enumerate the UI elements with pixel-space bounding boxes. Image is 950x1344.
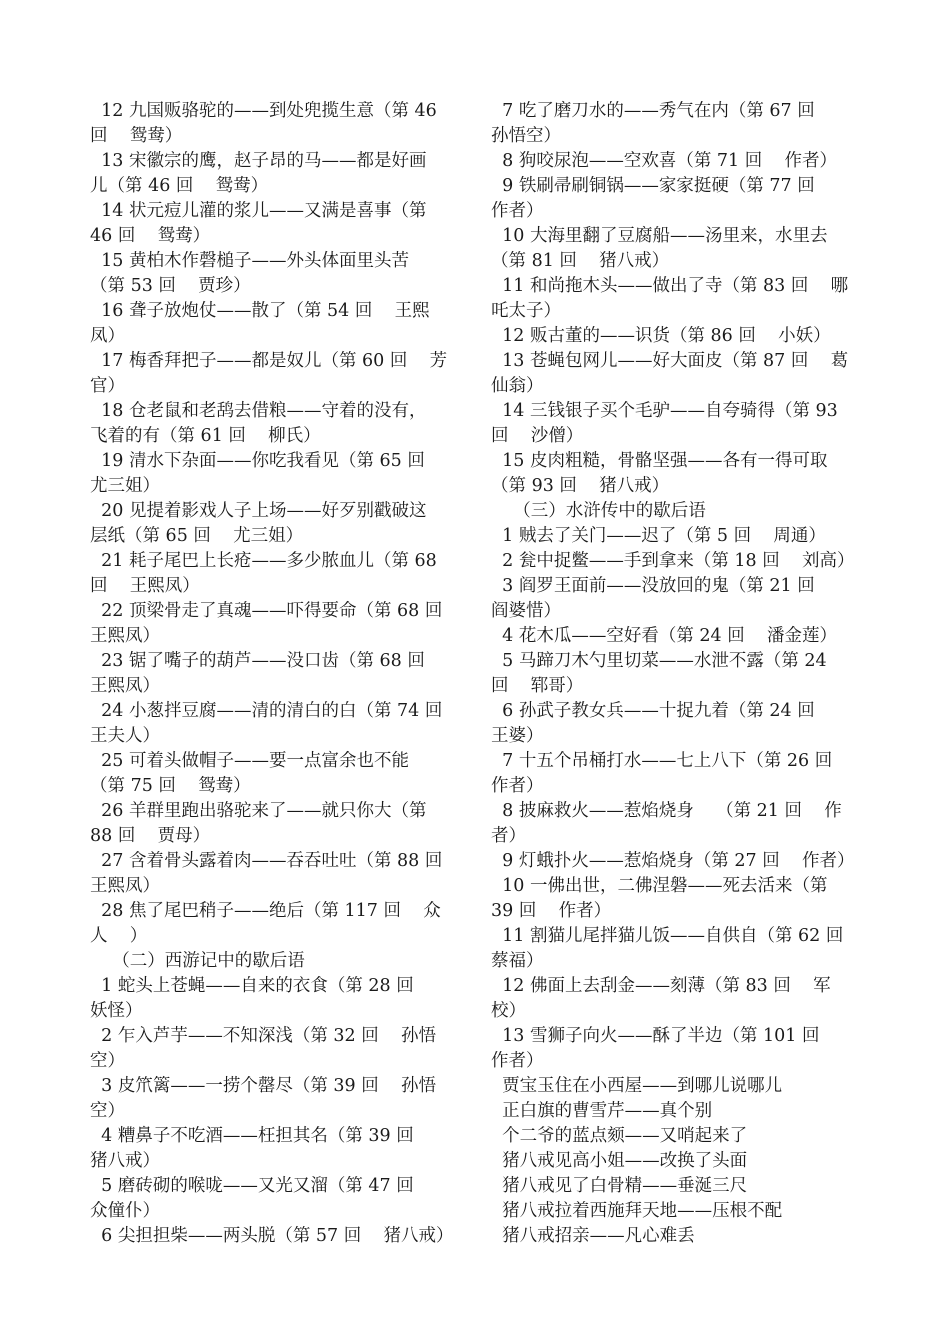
text-line: 12 佛面上去刮金——刻薄（第 83 回 军 bbox=[491, 976, 831, 996]
text-line: 13 雪狮子向火——酥了半边（第 101 回 bbox=[491, 1026, 820, 1046]
text-line: 22 顶梁骨走了真魂——吓得要命（第 68 回 bbox=[90, 601, 443, 621]
text-line: 7 十五个吊桶打水——七上八下（第 26 回 bbox=[491, 751, 833, 771]
text-line: 妖怪） bbox=[90, 1001, 143, 1021]
text-line: 王婆） bbox=[491, 726, 544, 746]
text-line: 空） bbox=[90, 1101, 125, 1121]
text-line: （第 53 回 贾珍） bbox=[90, 276, 251, 296]
text-line: 11 割猫儿尾拌猫儿饭——自供自（第 62 回 bbox=[491, 926, 844, 946]
text-line: 飞着的有（第 61 回 柳氏） bbox=[90, 426, 321, 446]
text-line: 46 回 鸳鸯） bbox=[90, 226, 211, 246]
text-line: 17 梅香拜把子——都是奴儿（第 60 回 芳 bbox=[90, 351, 448, 371]
text-line: 王熙凤） bbox=[90, 876, 160, 896]
text-line: 回 郓哥） bbox=[491, 676, 584, 696]
text-line: 层纸（第 65 回 尤三姐） bbox=[90, 526, 304, 546]
text-line: 10 一佛出世，二佛涅磐——死去活来（第 bbox=[491, 876, 828, 896]
text-line: 25 可着头做帽子——要一点富余也不能 bbox=[90, 751, 409, 771]
text-line: 15 皮肉粗糙，骨骼坚强——各有一得可取 bbox=[491, 451, 828, 471]
text-line: 15 黄柏木作磬槌子——外头体面里头苦 bbox=[90, 251, 409, 271]
left-column bbox=[90, 99, 462, 1249]
text-line: 2 瓮中捉鳖——手到拿来（第 18 回 刘高） bbox=[491, 551, 855, 571]
text-line: 5 马蹄刀木勺里切菜——水泄不露（第 24 bbox=[491, 651, 827, 671]
text-line: 猪八戒招亲——凡心难丢 bbox=[491, 1226, 695, 1246]
text-line: 13 宋徽宗的鹰，赵子昂的马——都是好画 bbox=[90, 151, 427, 171]
text-line: 猪八戒见高小姐——改换了头面 bbox=[491, 1151, 748, 1171]
text-line: 孙悟空） bbox=[491, 126, 561, 146]
text-line: 27 含着骨头露着肉——吞吞吐吐（第 88 回 bbox=[90, 851, 443, 871]
text-line: 8 披麻救火——惹焰烧身 （第 21 回 作 bbox=[491, 801, 842, 821]
text-line: 14 三钱银子买个毛驴——自夸骑得（第 93 bbox=[491, 401, 838, 421]
right-column bbox=[491, 99, 863, 1249]
text-line: 者） bbox=[491, 826, 526, 846]
text-line: 28 焦了尾巴稍子——绝后（第 117 回 众 bbox=[90, 901, 441, 921]
text-line: 18 仓老鼠和老鸹去借粮——守着的没有， bbox=[90, 401, 427, 421]
text-line: 13 苍蝇包网儿——好大面皮（第 87 回 葛 bbox=[491, 351, 849, 371]
text-line: 作者） bbox=[491, 201, 544, 221]
text-line: 26 羊群里跑出骆驼来了——就只你大（第 bbox=[90, 801, 427, 821]
text-line: 人 ） bbox=[90, 926, 148, 946]
text-line: 12 九国贩骆驼的——到处兜揽生意（第 46 bbox=[90, 101, 437, 121]
text-line: 9 铁刷帚刷铜锅——家家挺硬（第 77 回 bbox=[491, 176, 815, 196]
text-line: 作者） bbox=[491, 1051, 544, 1071]
text-line: 6 孙武子教女兵——十捉九着（第 24 回 bbox=[491, 701, 815, 721]
text-line: 个二爷的蓝点颏——又哨起来了 bbox=[491, 1126, 748, 1146]
text-line: 回 沙僧） bbox=[491, 426, 584, 446]
text-line: 1 蛇头上苍蝇——自来的衣食（第 28 回 bbox=[90, 976, 414, 996]
text-line: 回 鸳鸯） bbox=[90, 126, 183, 146]
text-line: 14 状元痘儿灌的浆儿——又满是喜事（第 bbox=[90, 201, 427, 221]
text-line: 10 大海里翻了豆腐船——汤里来，水里去 bbox=[491, 226, 828, 246]
text-line: 20 见提着影戏人子上场——好歹别戳破这 bbox=[90, 501, 427, 521]
text-line: 6 尖担担柴——两头脱（第 57 回 猪八戒） bbox=[90, 1226, 454, 1246]
text-line: 19 清水下杂面——你吃我看见（第 65 回 bbox=[90, 451, 425, 471]
text-line: 儿（第 46 回 鸳鸯） bbox=[90, 176, 269, 196]
text-line: 24 小葱拌豆腐——清的清白的白（第 74 回 bbox=[90, 701, 443, 721]
text-line: 回 王熙凤） bbox=[90, 576, 200, 596]
text-line: （第 75 回 鸳鸯） bbox=[90, 776, 251, 796]
text-line: 凤） bbox=[90, 326, 125, 346]
text-line: 阎婆惜） bbox=[491, 601, 561, 621]
text-line: （第 81 回 猪八戒） bbox=[491, 251, 670, 271]
text-line: 4 花木瓜——空好看（第 24 回 潘金莲） bbox=[491, 626, 837, 646]
text-line: 5 磨砖砌的喉咙——又光又溜（第 47 回 bbox=[90, 1176, 414, 1196]
text-line: 尤三姐） bbox=[90, 476, 160, 496]
text-line: 3 阎罗王面前——没放回的鬼（第 21 回 bbox=[491, 576, 815, 596]
text-line: （第 93 回 猪八戒） bbox=[491, 476, 670, 496]
text-line: 蔡福） bbox=[491, 951, 544, 971]
text-line: 21 耗子尾巴上长疮——多少脓血儿（第 68 bbox=[90, 551, 437, 571]
text-line: 16 聋子放炮仗——散了（第 54 回 王熙 bbox=[90, 301, 430, 321]
text-line: 88 回 贾母） bbox=[90, 826, 211, 846]
text-line: 王熙凤） bbox=[90, 626, 160, 646]
text-line: 39 回 作者） bbox=[491, 901, 612, 921]
text-line: 猪八戒） bbox=[90, 1151, 160, 1171]
text-line: 8 狗咬尿泡——空欢喜（第 71 回 作者） bbox=[491, 151, 837, 171]
text-line: 3 皮笊篱——一捞个罄尽（第 39 回 孙悟 bbox=[90, 1076, 436, 1096]
text-line: 7 吃了磨刀水的——秀气在内（第 67 回 bbox=[491, 101, 815, 121]
text-line: 作者） bbox=[491, 776, 544, 796]
text-line: 官） bbox=[90, 376, 125, 396]
text-line: 猪八戒见了白骨精——垂涎三尺 bbox=[491, 1176, 748, 1196]
text-line: 仙翁） bbox=[491, 376, 544, 396]
text-line: 吒太子） bbox=[491, 301, 561, 321]
text-line: 校） bbox=[491, 1001, 526, 1021]
text-line: 4 糟鼻子不吃酒——枉担其名（第 39 回 bbox=[90, 1126, 414, 1146]
text-line: （二）西游记中的歇后语 bbox=[90, 951, 305, 971]
text-line: 猪八戒拉着西施拜天地——压根不配 bbox=[491, 1201, 783, 1221]
text-line: 正白旗的曹雪芹——真个别 bbox=[491, 1101, 713, 1121]
text-line: 空） bbox=[90, 1051, 125, 1071]
text-line: 23 锯了嘴子的葫芦——没口齿（第 68 回 bbox=[90, 651, 425, 671]
text-line: （三）水浒传中的歇后语 bbox=[491, 501, 706, 521]
text-line: 1 贼去了关门——迟了（第 5 回 周通） bbox=[491, 526, 826, 546]
text-line: 王熙凤） bbox=[90, 676, 160, 696]
text-line: 贾宝玉住在小西屋——到哪儿说哪儿 bbox=[491, 1076, 783, 1096]
text-line: 王夫人） bbox=[90, 726, 160, 746]
text-line: 11 和尚拖木头——做出了寺（第 83 回 哪 bbox=[491, 276, 849, 296]
text-line: 众僮仆） bbox=[90, 1201, 160, 1221]
text-line: 9 灯蛾扑火——惹焰烧身（第 27 回 作者） bbox=[491, 851, 855, 871]
text-line: 2 乍入芦芋——不知深浅（第 32 回 孙悟 bbox=[90, 1026, 436, 1046]
text-line: 12 贩古董的——识货（第 86 回 小妖） bbox=[491, 326, 831, 346]
